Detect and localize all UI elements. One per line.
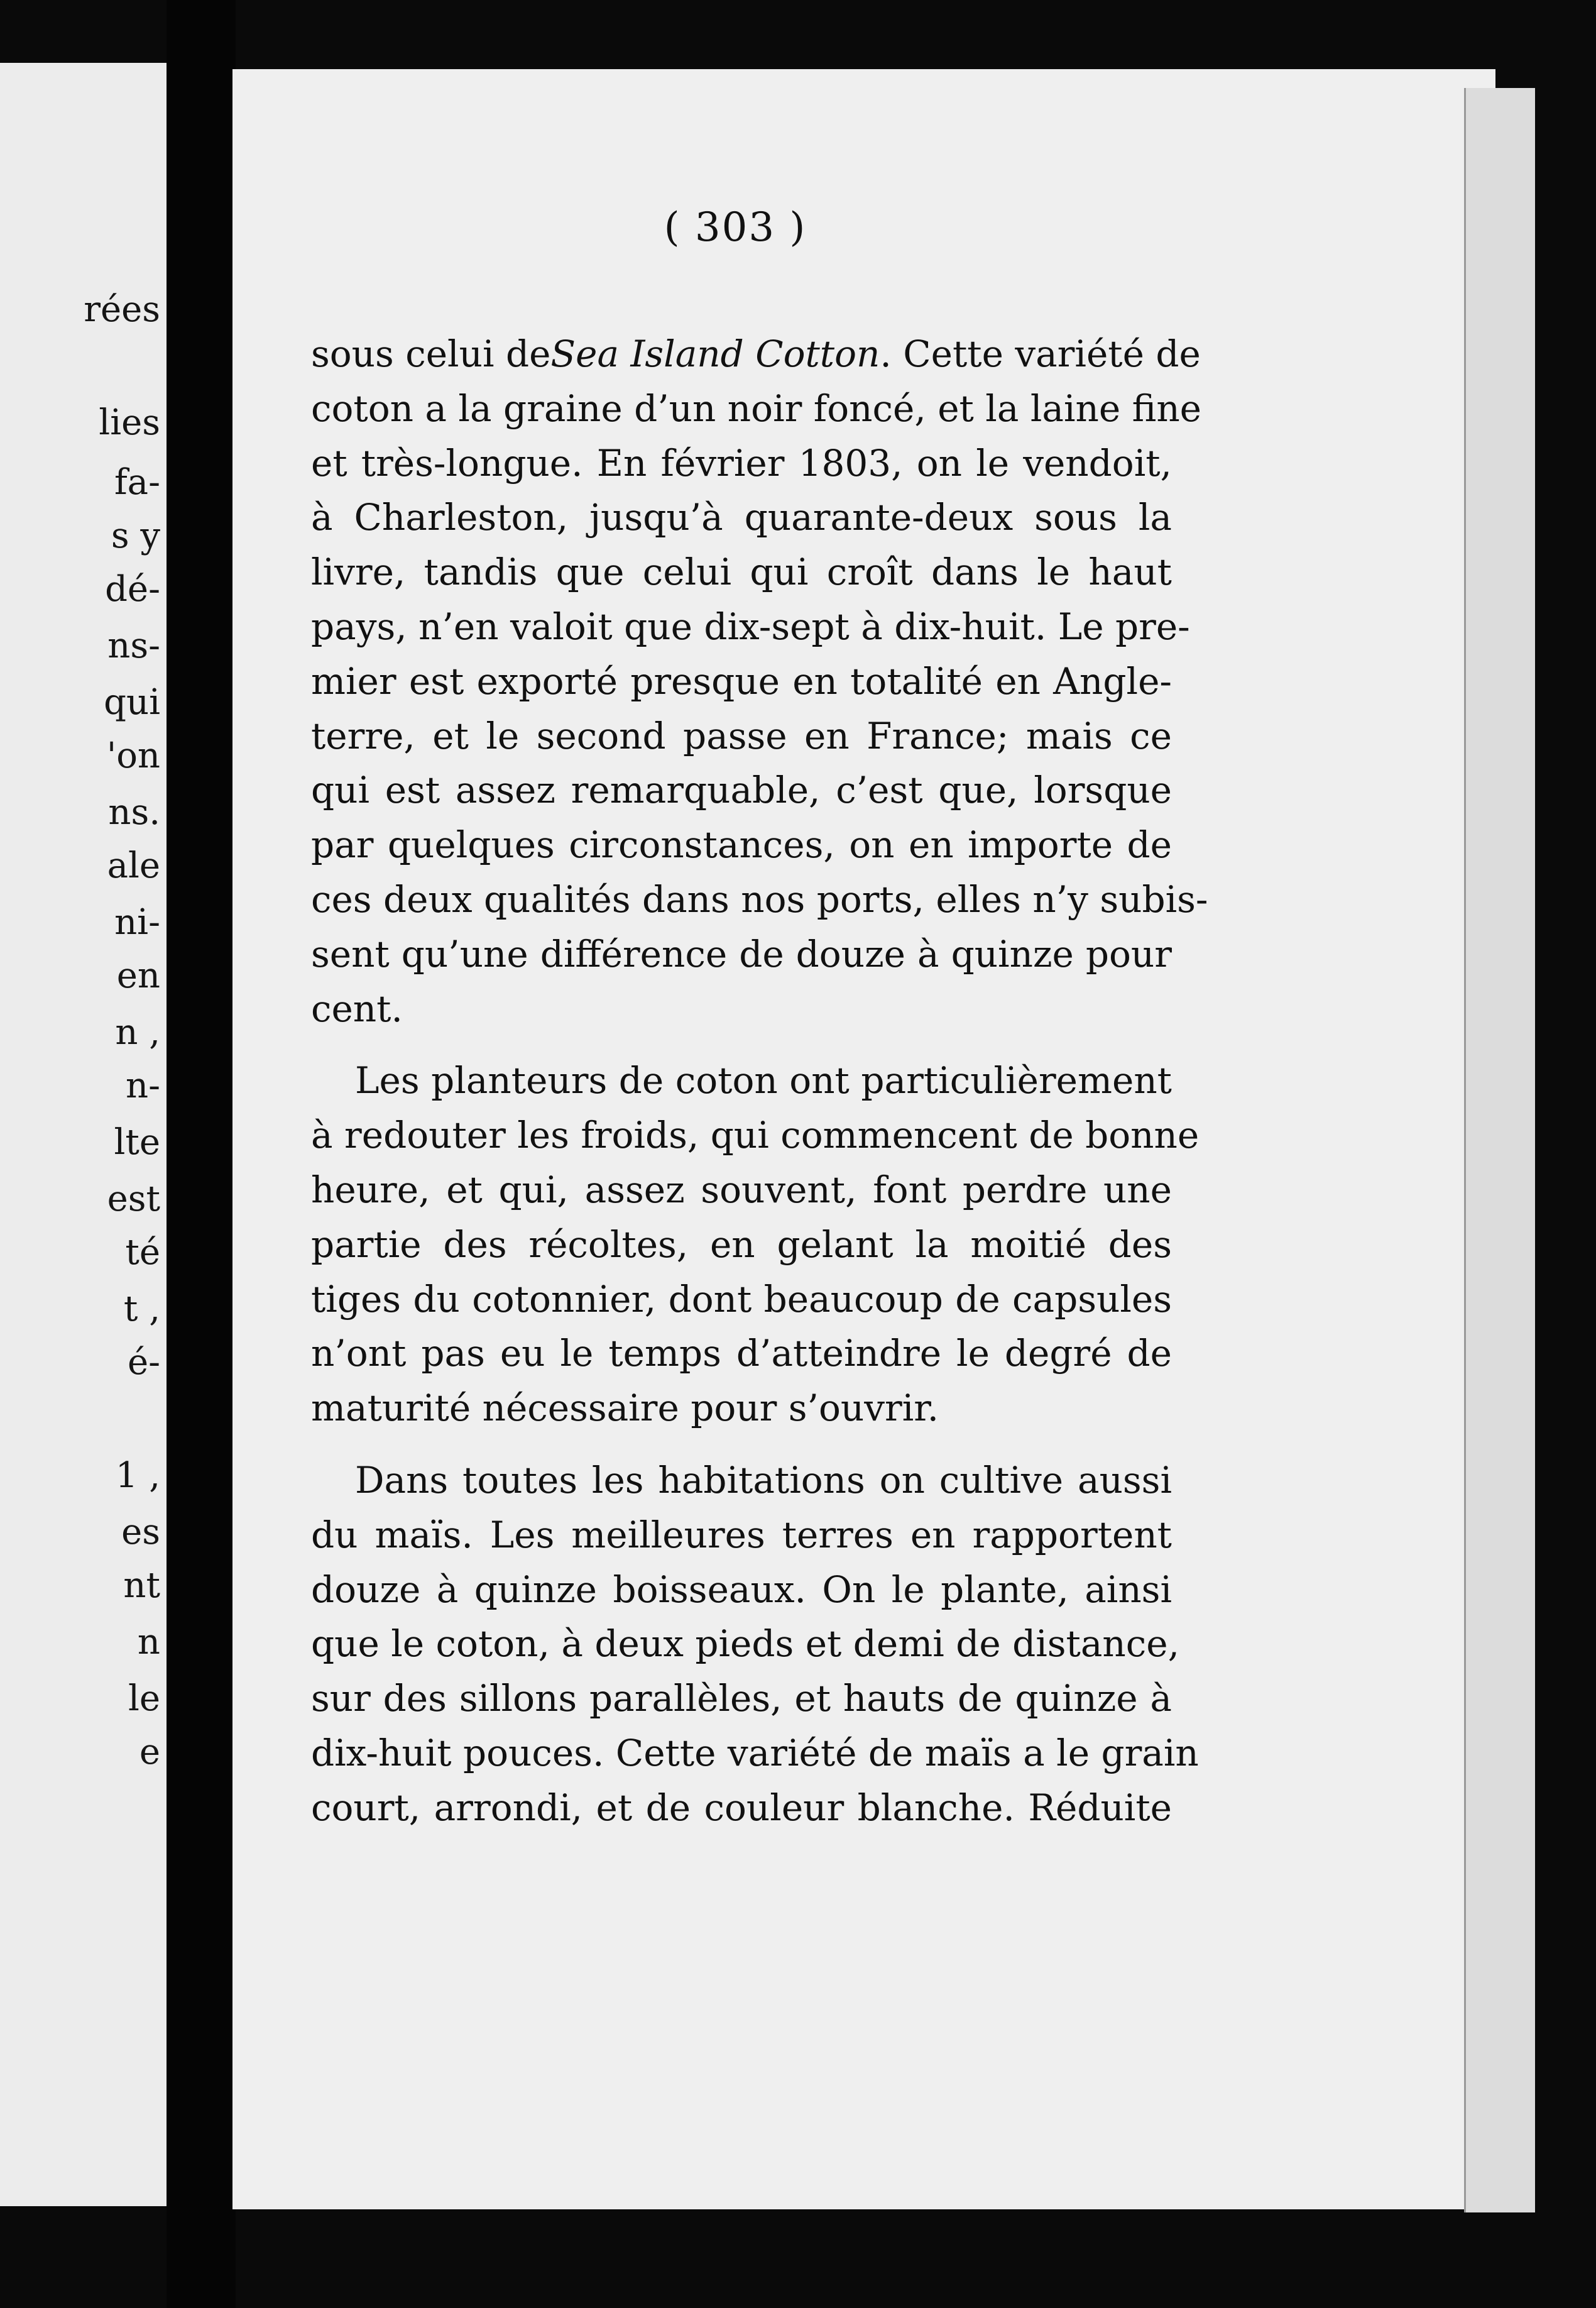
text-line: sur des sillons parallèles, et hauts de quinze à — [311, 1677, 1172, 1720]
facing-page-fragment: t , — [123, 1289, 160, 1329]
text-line: et très-longue. En février 1803, on le vendoit, — [311, 441, 1172, 485]
text-line: sent qu’une différence de douze à quinze pour — [311, 932, 1172, 975]
facing-page-fragment: ns. — [108, 792, 160, 833]
facing-page-fragment: s y — [111, 515, 160, 556]
page-edge-strip — [1464, 88, 1535, 2212]
text-line: partie des récoltes, en gelant la moitié des — [311, 1223, 1172, 1266]
facing-page-fragment: 'on — [106, 735, 160, 776]
facing-page-fragment: dé- — [105, 569, 160, 610]
facing-page-fragment: ns- — [107, 625, 160, 666]
text-line: douze à quinze boisseaux. On le plante, ainsi — [311, 1568, 1172, 1611]
text-line: n’ont pas eu le temps d’atteindre le degré de — [311, 1332, 1172, 1375]
facing-page-fragment: qui — [104, 682, 160, 723]
facing-page-fragment: n — [137, 1622, 160, 1662]
text-line: livre, tandis que celui qui croît dans le haut — [311, 551, 1172, 594]
facing-page-fragment: nt — [123, 1565, 160, 1606]
facing-page-fragment: ale — [107, 845, 160, 886]
text-line: du maïs. Les meilleures terres en rapportent — [311, 1513, 1172, 1556]
text-line: cent. — [311, 987, 403, 1030]
facing-page-fragment: té — [125, 1232, 160, 1273]
facing-page-fragment: n- — [126, 1065, 160, 1106]
text-line: pays, n’en valoit que dix-sept à dix-huit. Le pre- — [311, 605, 1190, 648]
book-gutter — [167, 0, 236, 2308]
text-line: coton a la graine d’un noir foncé, et la laine fine — [311, 387, 1202, 430]
text-line: dix-huit pouces. Cette variété de maïs a le grain — [311, 1731, 1199, 1774]
italic-term: Sea Island Cotton — [550, 332, 880, 375]
page-number: ( 303 ) — [664, 204, 807, 251]
facing-page-fragment: en — [116, 955, 160, 996]
facing-page-fragment: le — [128, 1678, 160, 1719]
text-line: court, arrondi, et de couleur blanche. Réduite — [311, 1786, 1172, 1829]
facing-page-fragment: lte — [114, 1122, 160, 1163]
facing-page-fragment: rées — [84, 289, 160, 330]
facing-page-fragment: e — [139, 1732, 160, 1772]
text-line: à redouter les froids, qui commencent de bonne — [311, 1114, 1200, 1157]
text-line — [311, 327, 1201, 382]
text-line: maturité nécessaire pour s’ouvrir. — [311, 1387, 939, 1430]
facing-page-fragment: est — [107, 1179, 160, 1219]
facing-page-fragment: é- — [127, 1342, 160, 1383]
paragraph-gap — [311, 1036, 1172, 1053]
text-line: mier est exporté presque en totalité en Angle- — [311, 659, 1172, 703]
facing-page-edge — [0, 63, 167, 2206]
text-line: que le coton, à deux pieds et demi de distance, — [311, 1622, 1180, 1666]
facing-page-fragment: 1 , — [115, 1455, 160, 1496]
facing-page-fragment: es — [121, 1512, 160, 1552]
paragraph-gap — [311, 1436, 1172, 1453]
facing-page-fragment: ni- — [114, 902, 160, 943]
text-run: . Cette variété de — [880, 332, 1201, 375]
text-line: Dans toutes les habitations on cultive aussi — [355, 1458, 1172, 1502]
text-run: sous celui de — [311, 332, 551, 375]
facing-page-fragment: fa- — [114, 462, 160, 503]
text-line: terre, et le second passe en France; mais ce — [311, 714, 1172, 757]
facing-page-fragment: n , — [115, 1012, 160, 1053]
body-text — [311, 327, 1208, 1835]
text-line: Les planteurs de coton ont particulièrement — [355, 1059, 1172, 1102]
text-line: heure, et qui, assez souvent, font perdre une — [311, 1168, 1172, 1211]
text-line: qui est assez remarquable, c’est que, lorsque — [311, 769, 1172, 812]
facing-page-fragment: lies — [99, 402, 160, 443]
text-line: tiges du cotonnier, dont beaucoup de capsules — [311, 1277, 1172, 1321]
text-line: ces deux qualités dans nos ports, elles n’y subis- — [311, 877, 1208, 921]
text-line: par quelques circonstances, on en importe de — [311, 823, 1172, 867]
text-line: à Charleston, jusqu’à quarante-deux sous la — [311, 496, 1172, 539]
